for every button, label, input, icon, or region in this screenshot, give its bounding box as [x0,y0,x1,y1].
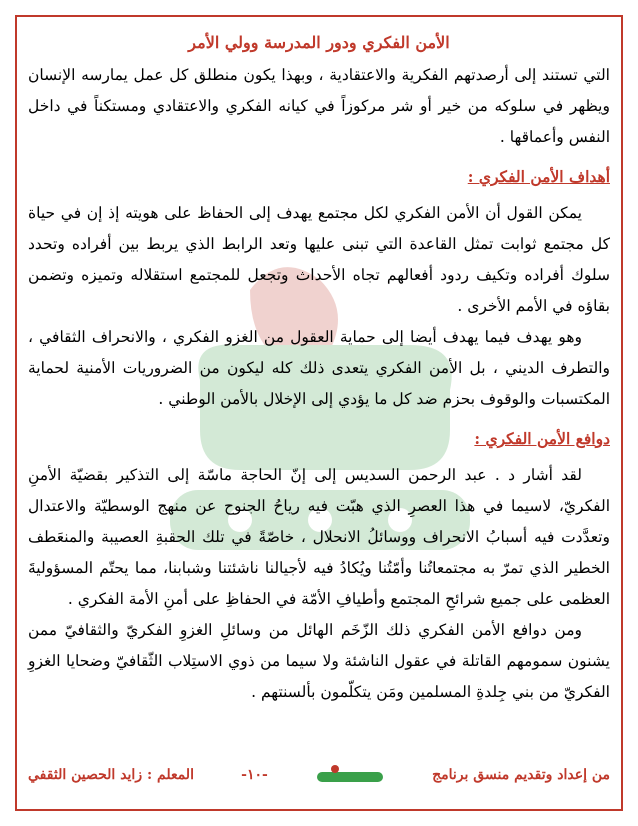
footer-teacher: المعلم : زايد الحصين الثقفي [28,767,194,783]
section-heading-motives: دوافع الأمن الفكري : [474,429,610,448]
goals-paragraph-1: يمكن القول أن الأمن الفكري لكل مجتمع يهدف إلى الحفاظ على هويته إذ إن في حياة كل مجتمع ثوابت تمثل القاعدة التي تبنى عليها وتعد الرابط الذي يربط بين أفراده وتحدد سلوك أفراده وتكيف ردود أفعالهم تجاه الأحداث وتجعل للمجتمع استقلاله وتميزه وتضمن بقاؤه في الأمم الأخرى . [28,204,610,315]
footer-prepared-by: من إعداد وتقديم منسق برنامج [432,767,610,783]
motives-paragraph-2: ومن دوافع الأمن الفكري ذلك الزّخَم الهائل من وسائلِ الغزوِ الفكريّ والثقافيّ ممن يشنون سمومهم القاتلة في عقول الناشئة ولا سيما من ذوي الاستِلاب الثّقافيّ وضحايا الغزوِ الفكريّ من بني جِلدةِ المسلمين ومَن يتكلّمون بألسنتهم . [28,621,610,701]
page-footer [28,762,610,788]
document-title: الأمن الفكري ودور المدرسة وولي الأمر [188,33,450,52]
footer-logo-icon [315,764,385,786]
goals-paragraph-2: وهو يهدف فيما يهدف أيضا إلى حماية العقول من الغزو الفكري ، والانحراف الثقافي ، والتطرف الديني ، بل الأمن الفكري يتعدى ذلك كله ليكون من الضروريات الأمنية لحماية المكتسبات والوقوف بحزم ضد كل ما يؤدي إلى الإخلال بالأمن الوطني . [28,328,610,408]
page-number: -١٠- [241,767,268,783]
section-heading-goals: أهداف الأمن الفكري : [467,167,610,186]
motives-paragraph-1: لقد أشار د . عبد الرحمن السديس إلى إنّ الحاجة ماسّة إلى التذكير بقضيّة الأمنِ الفكريّ، لاسيما في هذا العصرِ الذي هبّت فيه رياحُ الجنوح عن منهج الوسطيّة والاعتدال وتعدَّدت فيه أسبابُ الانحراف ووسائلُ الانحلال ، خاصّةً في تلك الحقبةِ العصيبة والمنعَطف الخطير الذي تمرّ به مجتمعاتُنا وأمّتُنا ويُكادُ فيه لأجيالنا ناشئتنا وشبابنا، مما يحتّم المسؤوليةَ العظمى على جميع شرائحِ المجتمع وأطيافِ الأمّة في الحفاظِ على أمنِ الأمة الفكري . [28,466,610,608]
intro-paragraph: التي تستند إلى أرصدتهم الفكرية والاعتقادية ، وبهذا يكون منطلق كل عمل يمارسه الإنسان ويظهر في سلوكه من خير أو شر مركوزاً في كيانه الفكري والاعتقادي ومستكناً في داخل النفس وأعماقها . [28,66,610,146]
document-body [28,30,610,708]
